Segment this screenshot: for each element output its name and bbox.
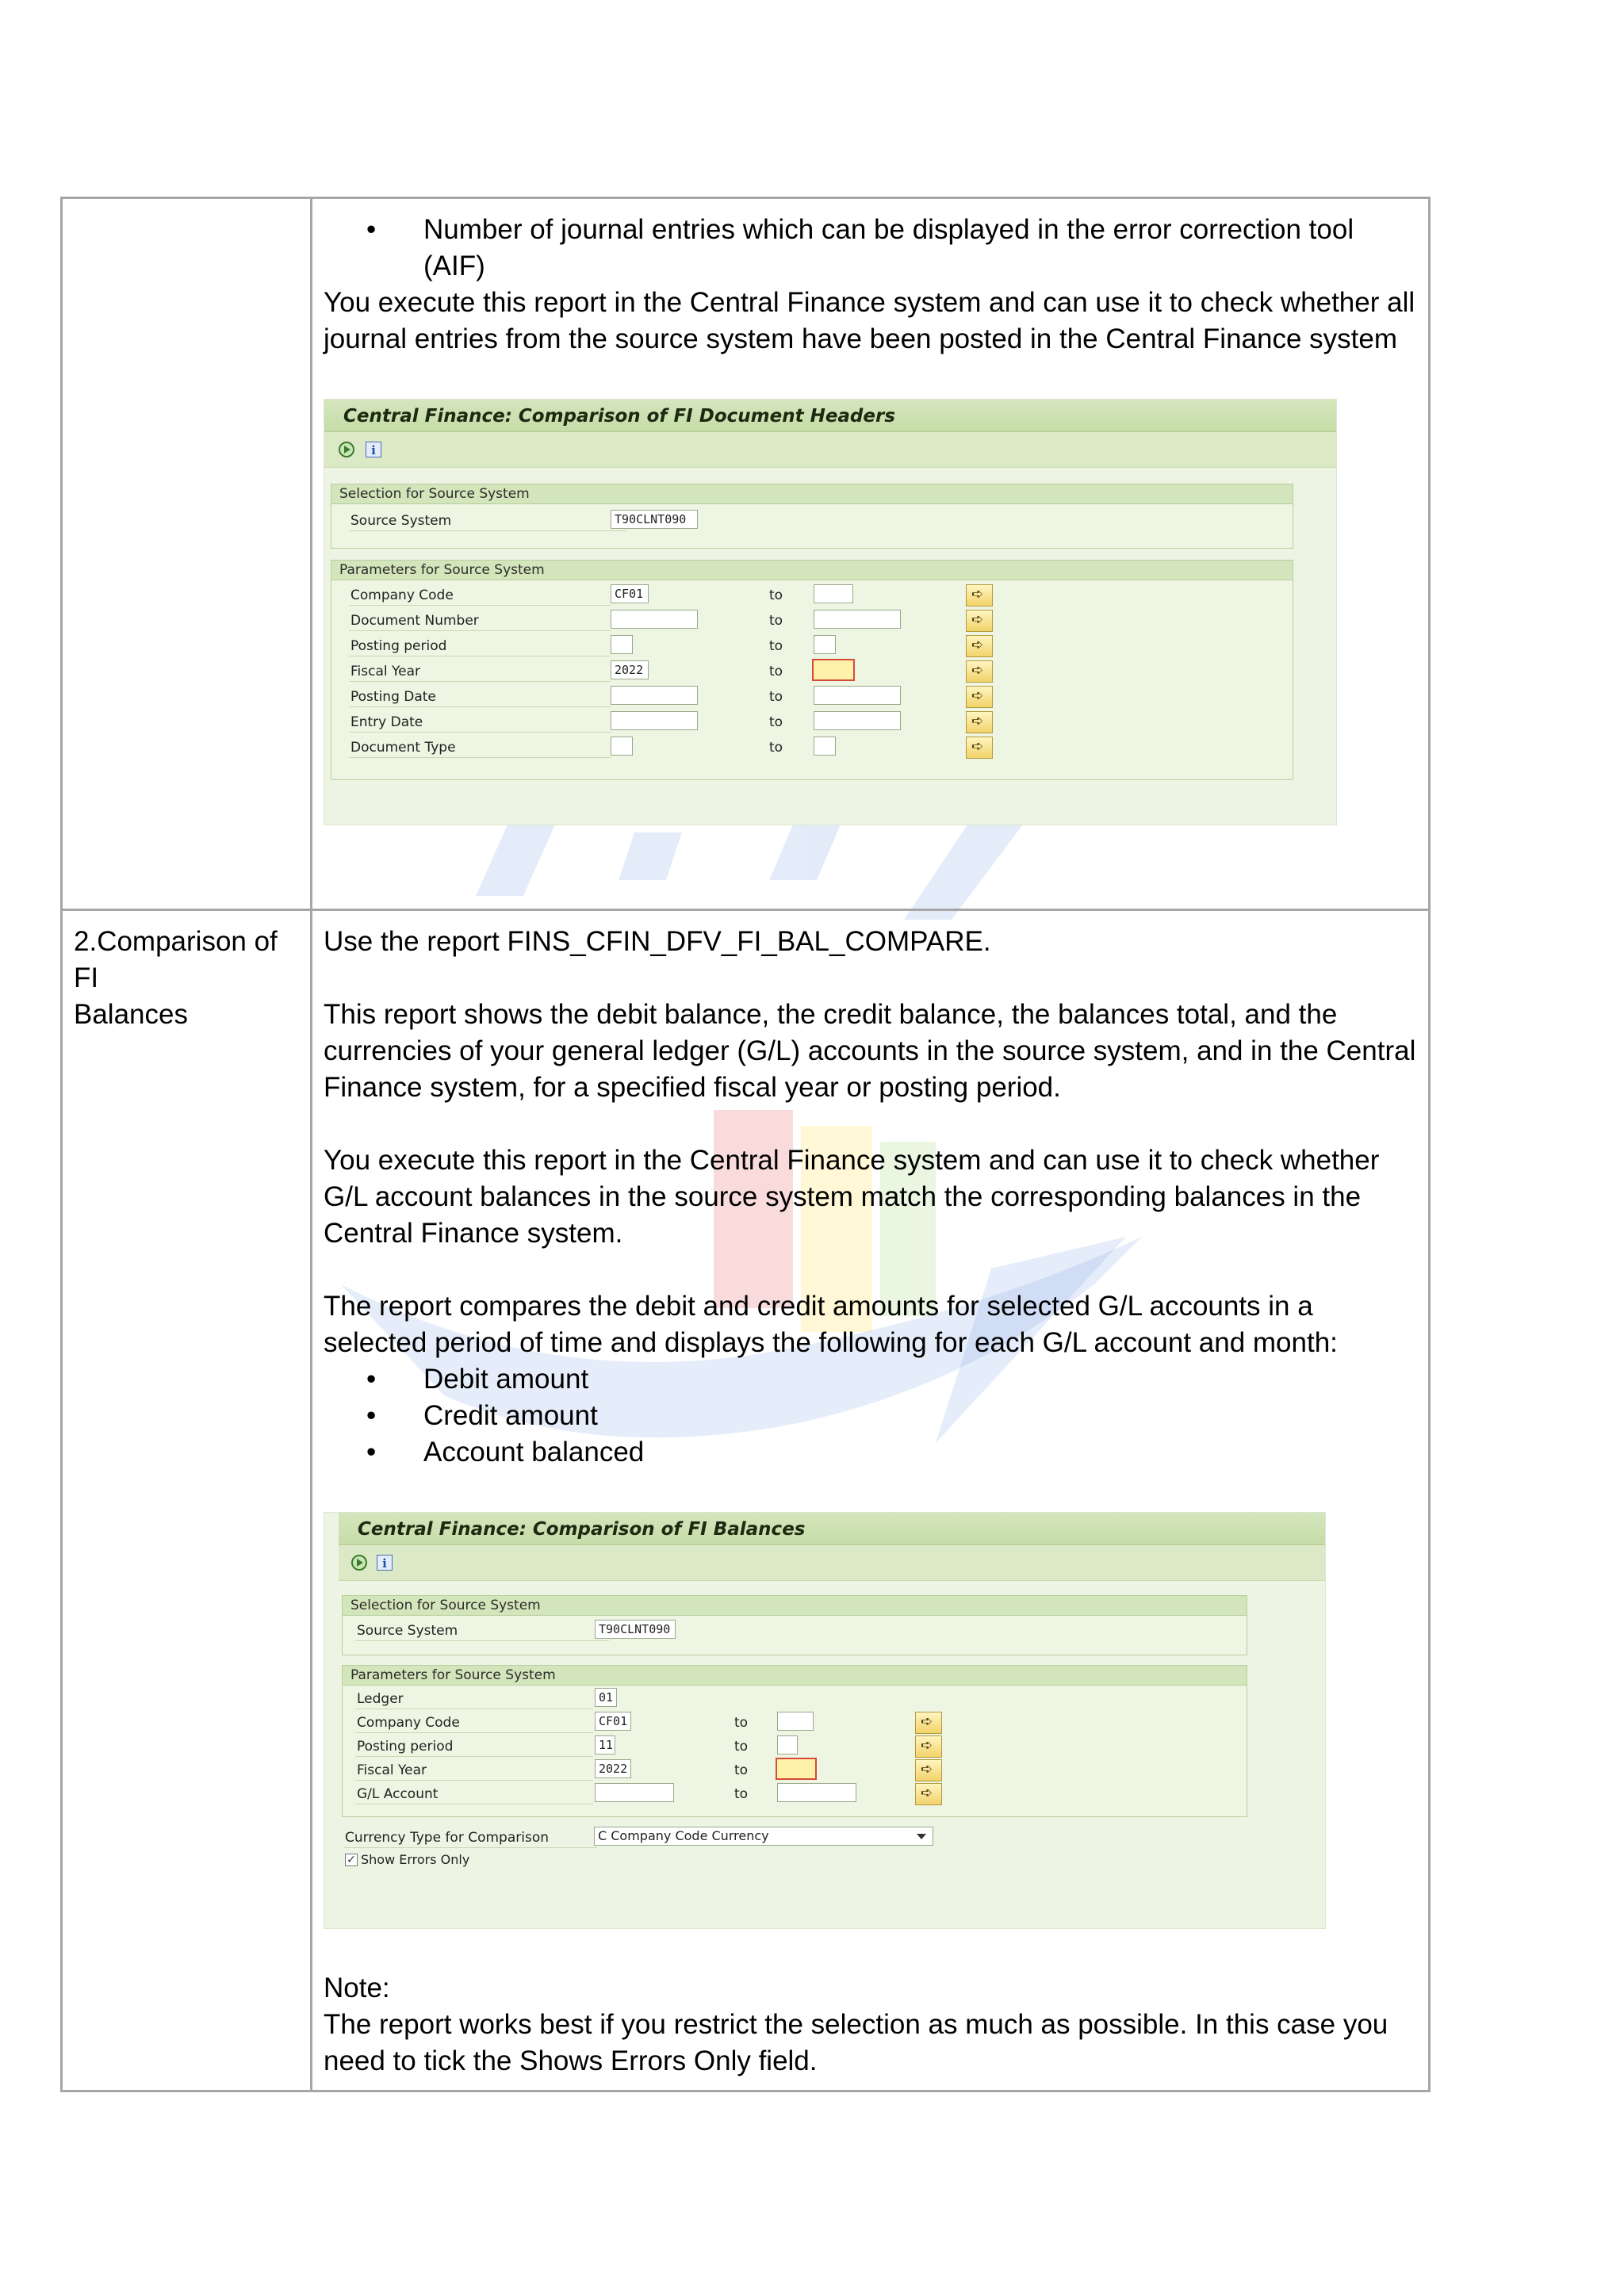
- bullet-dot: •: [366, 1364, 377, 1395]
- paragraph-line: This report shows the debit balance, the credit balance, the balances total, and the: [324, 999, 1338, 1030]
- entry-date-to[interactable]: [814, 711, 901, 730]
- multiple-selection-icon[interactable]: [915, 1735, 942, 1758]
- paragraph-line: currencies of your general ledger (G/L) accounts in the source system, and in the Central: [324, 1035, 1416, 1066]
- source-system-input[interactable]: T90CLNT090: [611, 510, 698, 529]
- fiscal-year-to[interactable]: [776, 1758, 817, 1780]
- group-title: Parameters for Source System: [339, 562, 545, 578]
- posting-date-from[interactable]: [611, 686, 698, 705]
- sap-title-bar: [339, 1513, 1325, 1545]
- multiple-selection-icon[interactable]: [966, 711, 993, 733]
- paragraph-line: journal entries from the source system have been posted in the Central Finance system: [324, 323, 1398, 354]
- ledger-input[interactable]: 01: [595, 1688, 617, 1707]
- bullet-text: Account balanced: [423, 1437, 645, 1468]
- paragraph-line: The report works best if you restrict the selection as much as possible. In this case you: [324, 2009, 1388, 2040]
- group-header: [343, 1666, 1247, 1686]
- paragraph-line: You execute this report in the Central Finance system and can use it to check whether all: [324, 287, 1415, 318]
- gl-account-to[interactable]: [777, 1783, 856, 1802]
- source-system-label: Source System: [350, 513, 452, 529]
- sap-toolbar: [324, 432, 1336, 468]
- right-cell-top: [312, 198, 1430, 910]
- sap-title-bar: [324, 400, 1336, 432]
- to-label: to: [734, 1786, 749, 1802]
- row-label: Ledger: [357, 1691, 404, 1707]
- section-label-line: Balances: [74, 999, 188, 1030]
- group-parameters-source-system: [331, 560, 1293, 780]
- posting-period-to[interactable]: [814, 635, 836, 654]
- group-header: [343, 1596, 1247, 1616]
- gl-account-from[interactable]: [595, 1783, 674, 1802]
- document-type-to[interactable]: [814, 737, 836, 756]
- row-label: Document Type: [350, 740, 456, 756]
- left-cell-empty: [62, 198, 312, 910]
- multiple-selection-icon[interactable]: [966, 686, 993, 708]
- sap-screen-document-headers: [324, 399, 1337, 825]
- group-selection-source-system: [331, 484, 1293, 549]
- row-label: Posting period: [357, 1739, 454, 1755]
- show-errors-label: Show Errors Only: [361, 1852, 470, 1867]
- row-label: G/L Account: [357, 1786, 439, 1802]
- row-label: Company Code: [357, 1715, 460, 1731]
- row-label: Fiscal Year: [357, 1762, 427, 1778]
- right-cell-section2: [312, 910, 1430, 2091]
- company-code-from[interactable]: CF01: [611, 584, 649, 603]
- to-label: to: [769, 664, 783, 679]
- info-icon[interactable]: i: [377, 1555, 393, 1571]
- posting-period-from[interactable]: [611, 635, 633, 654]
- fiscal-year-from[interactable]: 2022: [611, 660, 649, 679]
- execute-icon[interactable]: [351, 1555, 367, 1571]
- document-type-from[interactable]: [611, 737, 633, 756]
- row-label: Document Number: [350, 613, 479, 629]
- row-label: Posting period: [350, 638, 447, 654]
- row-label: Company Code: [350, 587, 454, 603]
- content-table: [60, 197, 1431, 2092]
- to-label: to: [769, 740, 783, 756]
- company-code-to[interactable]: [777, 1712, 814, 1731]
- source-system-input[interactable]: T90CLNT090: [595, 1620, 676, 1639]
- sap-toolbar: [339, 1545, 1325, 1581]
- paragraph-line: Finance system, for a specified fiscal year or posting period.: [324, 1072, 1061, 1103]
- document-number-to[interactable]: [814, 610, 901, 629]
- company-code-to[interactable]: [814, 584, 853, 603]
- bullet-dot: •: [366, 1400, 377, 1431]
- paragraph-line: selected period of time and displays the following for each G/L account and month:: [324, 1327, 1338, 1358]
- row-label: Entry Date: [350, 714, 423, 730]
- multiple-selection-icon[interactable]: [915, 1783, 942, 1805]
- dropdown-arrow-icon: [917, 1834, 926, 1839]
- section-label: [63, 911, 310, 1033]
- source-system-label: Source System: [357, 1623, 458, 1639]
- to-label: to: [769, 714, 783, 730]
- multiple-selection-icon[interactable]: [966, 610, 993, 632]
- to-label: to: [769, 689, 783, 705]
- paragraph-line: Central Finance system.: [324, 1218, 623, 1249]
- posting-period-to[interactable]: [777, 1735, 798, 1755]
- info-icon[interactable]: i: [366, 442, 381, 457]
- note-heading: Note:: [324, 1973, 390, 2003]
- multiple-selection-icon[interactable]: [966, 635, 993, 657]
- fiscal-year-to[interactable]: [812, 659, 855, 681]
- bullet-text: Number of journal entries which can be displayed in the error correction tool: [423, 214, 1354, 245]
- execute-icon[interactable]: [339, 442, 354, 457]
- paragraph-line: Use the report FINS_CFIN_DFV_FI_BAL_COMPARE.: [324, 926, 991, 957]
- to-label: to: [769, 613, 783, 629]
- multiple-selection-icon[interactable]: [966, 584, 993, 607]
- multiple-selection-icon[interactable]: [915, 1759, 942, 1781]
- to-label: to: [734, 1762, 749, 1778]
- bullet-text-cont: (AIF): [423, 251, 485, 281]
- multiple-selection-icon[interactable]: [915, 1712, 942, 1734]
- to-label: to: [734, 1715, 749, 1731]
- sap-screen-fi-balances: [324, 1512, 1326, 1929]
- document-number-from[interactable]: [611, 610, 698, 629]
- bullet-dot: •: [366, 1437, 377, 1468]
- to-label: to: [769, 587, 783, 603]
- section-label-line: 2.Comparison of FI: [74, 926, 278, 993]
- company-code-from[interactable]: CF01: [595, 1712, 631, 1731]
- group-parameters-source-system: [342, 1665, 1247, 1817]
- group-header: [331, 484, 1293, 504]
- row-label: Fiscal Year: [350, 664, 421, 679]
- group-title: Selection for Source System: [350, 1598, 541, 1613]
- group-header: [331, 561, 1293, 580]
- bullet-dot: •: [366, 214, 377, 245]
- bullet-text: Debit amount: [423, 1364, 589, 1395]
- to-label: to: [734, 1739, 749, 1755]
- currency-type-value: C Company Code Currency: [598, 1828, 769, 1843]
- bullet-text: Credit amount: [423, 1400, 598, 1431]
- paragraph-line: need to tick the Shows Errors Only field.: [324, 2045, 818, 2076]
- show-errors-checkbox[interactable]: ✓: [345, 1854, 358, 1866]
- currency-type-label: Currency Type for Comparison: [345, 1830, 550, 1846]
- paragraph-line: You execute this report in the Central Finance system and can use it to check whether: [324, 1145, 1380, 1176]
- paragraph-line: The report compares the debit and credit amounts for selected G/L accounts in a: [324, 1291, 1313, 1322]
- to-label: to: [769, 638, 783, 654]
- posting-date-to[interactable]: [814, 686, 901, 705]
- paragraph-line: G/L account balances in the source system match the corresponding balances in the: [324, 1181, 1362, 1212]
- currency-type-dropdown[interactable]: [594, 1827, 933, 1846]
- row-label: Posting Date: [350, 689, 436, 705]
- sap-screen-title: Central Finance: Comparison of FI Document Headers: [343, 406, 896, 427]
- sap-screen-title: Central Finance: Comparison of FI Balances: [358, 1519, 806, 1540]
- multiple-selection-icon[interactable]: [966, 660, 993, 683]
- group-selection-source-system: [342, 1595, 1247, 1655]
- posting-period-from[interactable]: 11: [595, 1735, 615, 1755]
- entry-date-from[interactable]: [611, 711, 698, 730]
- left-cell-section-label: [62, 910, 312, 2091]
- multiple-selection-icon[interactable]: [966, 737, 993, 759]
- group-title: Parameters for Source System: [350, 1667, 556, 1683]
- group-title: Selection for Source System: [339, 486, 530, 502]
- fiscal-year-from[interactable]: 2022: [595, 1759, 631, 1778]
